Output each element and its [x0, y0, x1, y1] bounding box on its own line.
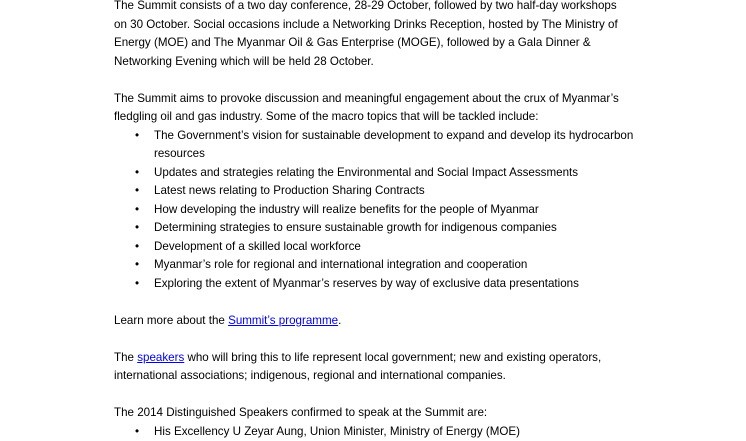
intro-line-4: Networking Evening which will be held 28 October. [114, 55, 374, 68]
topic-item: • The Government’s vision for sustainable development to expand and develop its hydrocarbon resources [154, 127, 634, 164]
topics-list [114, 127, 634, 294]
intro-line-3: Energy (MOE) and The Myanmar Oil & Gas Enterprise (MOGE), followed by a Gala Dinner & [114, 36, 591, 49]
document-body [114, 0, 634, 441]
distinguished-speakers-intro: The 2014 Distinguished Speakers confirmed to speak at the Summit are: [114, 404, 634, 423]
intro-line-1: The Summit consists of a two day conference, 28-29 October, followed by two half-day workshops [114, 0, 617, 12]
intro-paragraph [114, 0, 634, 71]
speakers-paragraph: The speakers who will bring this to life represent local government; new and existing operators, international associations; indigenous, regional and international companies. [114, 349, 634, 386]
topic-item: • Latest news relating to Production Sharing Contracts [154, 182, 634, 201]
summit-programme-link[interactable]: Summit’s programme [228, 314, 338, 327]
learn-more-paragraph: Learn more about the Summit’s programme. [114, 312, 634, 331]
topic-item: • Exploring the extent of Myanmar’s reserves by way of exclusive data presentations [154, 275, 634, 294]
intro-line-2: on 30 October. Social occasions include a Networking Drinks Reception, hosted by The Ministry of [114, 18, 618, 31]
topic-item: • Development of a skilled local workforce [154, 238, 634, 257]
topic-item: • Myanmar’s role for regional and international integration and cooperation [154, 256, 634, 275]
topic-item: • How developing the industry will realize benefits for the people of Myanmar [154, 201, 634, 220]
speakers-link[interactable]: speakers [137, 351, 184, 364]
aims-paragraph [114, 90, 634, 127]
speaker-item: • His Excellency U Zeyar Aung, Union Minister, Ministry of Energy (MOE) [154, 423, 634, 441]
aims-line-1: The Summit aims to provoke discussion and meaningful engagement about the crux of Myanmar’s [114, 92, 619, 105]
topic-item: • Updates and strategies relating the Environmental and Social Impact Assessments [154, 164, 634, 183]
topic-item: • Determining strategies to ensure sustainable growth for indigenous companies [154, 219, 634, 238]
speakers-list [114, 423, 634, 441]
aims-line-2: fledgling oil and gas industry. Some of the macro topics that will be tackled include: [114, 110, 538, 123]
